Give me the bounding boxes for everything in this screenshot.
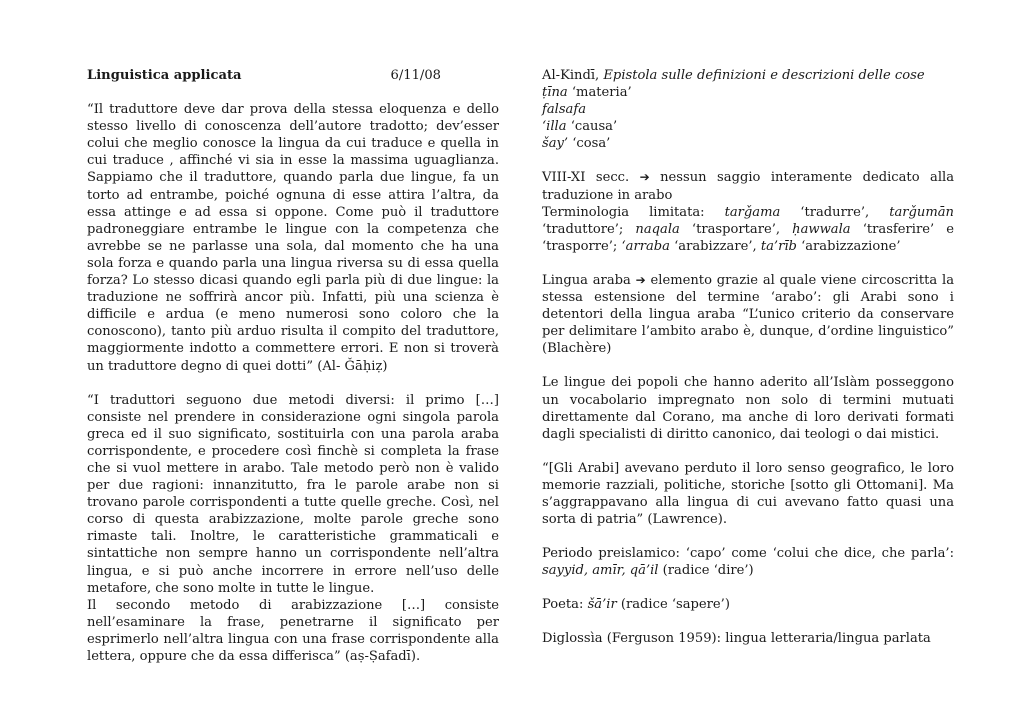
poeta-word: šā’ir [587, 597, 617, 613]
terminology-text: ‘arabizzazione’ [796, 238, 901, 254]
lingua-text: elemento grazie al quale viene circoscritta la stessa estensione del termine ‘arabo’: gli Arabi sono i detentori della lingua araba “L’unico criterio da conservare per delimitare l’ambito arabo è, dunque, d’ordine linguistico” (Blachère) [542, 272, 955, 357]
term-row [542, 135, 954, 152]
page-date: 6/11/08 [390, 68, 441, 83]
term-gloss: ‘materia’ [567, 85, 632, 101]
kindi-work: Epistola sulle definizioni e descrizioni delle cose [603, 68, 925, 83]
kindi-author: Al-Kindī, [542, 68, 604, 83]
kindi-heading [542, 67, 954, 84]
term-row [542, 101, 954, 118]
term-word: falsafa [542, 102, 587, 118]
terminology-word: ta’rīb [760, 238, 797, 254]
centuries-text: nessun saggio interamente dedicato alla traduzione in arabo [542, 170, 955, 203]
centuries-paragraph [542, 169, 954, 203]
quote-as-safadi-part1: “I traduttori seguono due metodi diversi: il primo […] consiste nel prendere in considerazione ogni singola parola greca ed il suo significato, sostituirla con una parola araba corrispondente, e procedere così finchè si completa la frase che si vuol mettere in arabo. Tale metodo però non è valido per due ragioni: innanzitutto, fra le parole arabe non si trovano parole corrispondenti a tutte quelle greche. Così, nel corso di questa arabizzazione, molte parole greche sono rimaste tali. Inoltre, le caratteristiche grammaticali e sintattiche non sempre hanno un corrispondente nell’altra lingua, e si può anche incorrere in errore nell’uso delle metafore, che sono molte in tutte le lingue. [87, 392, 499, 596]
quote-as-safadi-part2: Il secondo metodo di arabizzazione […] consiste nell’esaminare la frase, penetrarne il significato per esprimerlo nell’altra lingua con una frase corrispondente alla lettera, oppure che da essa differisca” (aṣ-Ṣafadī). [87, 597, 499, 664]
lawrence-quote: “[Gli Arabi] avevano perduto il loro senso geografico, le loro memorie razziali, politiche, storiche [sotto gli Ottomani]. Ma s’aggrappavano alla lingua di cui avevano fatto quasi una sorta di patria” (Lawrence). [542, 460, 954, 528]
term-word: ‘illa [542, 119, 567, 135]
periodo-paragraph [542, 545, 954, 579]
terminology-text: ‘tradurre’, [780, 204, 890, 220]
right-column [542, 67, 954, 648]
page-title: Linguistica applicata [87, 68, 242, 83]
terminology-word: naqala [635, 221, 680, 237]
terminology-text: ‘trasportare’, [679, 221, 793, 237]
term-gloss: ‘cosa’ [568, 136, 611, 152]
lingua-lead: Lingua araba [542, 272, 636, 288]
poeta-paragraph [542, 596, 954, 613]
terminology-paragraph [542, 204, 954, 255]
terminology-text: Terminologia limitata: [542, 204, 725, 220]
arrow-right-icon: ➔ [635, 272, 646, 287]
terminology-text: ‘trasferire’ e ‘trasporre’; [542, 221, 954, 254]
poeta-lead: Poeta: [542, 597, 588, 613]
popoli-paragraph: Le lingue dei popoli che hanno aderito all’Islàm posseggono un vocabolario impregnato non solo di termini mutuati direttamente dal Corano, ma anche di loro derivati formati dagli specialisti di diritto canonico, dai teologi o dai mistici. [542, 375, 954, 442]
term-word: šay’ [542, 136, 569, 152]
arrow-right-icon: ➔ [639, 170, 650, 185]
left-column [87, 67, 499, 665]
quote-al-gahiz: “Il traduttore deve dar prova della stessa eloquenza e dello stesso livello di conoscenza dell’autore tradotto; dev’esser colui che meglio conosce la lingua da cui traduce e quella in cui traduce , affinché vi sia in esse la massima uguaglianza. Sappiamo che il traduttore, quando parla due lingue, fa un torto ad entrambe, poiché ognuna di esse attira l’altra, da essa attinge e ad essa si oppone. Come può il traduttore padroneggiare entrambe le lingue con la competenza che avrebbe se ne parlasse una sola, dal momento che ha una sola forza e quando parla una lingua riversa su di essa quella forza? Lo stesso dicasi quando egli parla più di due lingue: la traduzione ne soffrirà ancor più. Infatti, più una scienza è difficile e ardua (e meno numerosi sono coloro che la conoscono), tanto più arduo risulta il compito del traduttore, maggiormente indotto a commettere errori. E non si troverà un traduttore degno di quei dotti” (Al- Ǧāḥiẓ) [87, 102, 499, 374]
term-word: ṭīna [542, 85, 568, 101]
term-row [542, 84, 954, 101]
lingua-araba-paragraph [542, 272, 954, 357]
terminology-word: ‘arraba [621, 238, 670, 254]
header-row [87, 67, 499, 84]
periodo-tail: (radice ‘dire’) [658, 563, 754, 579]
term-gloss: ‘causa’ [566, 119, 618, 135]
periodo-words: sayyid, amīr, qā’il [542, 563, 659, 579]
periodo-text: Periodo preislamico: ‘capo’ come ‘colui che dice, che parla’: [542, 546, 954, 562]
terminology-word: ḥawwala [792, 221, 851, 237]
terminology-text: ‘traduttore’; [542, 221, 636, 237]
poeta-tail: (radice ‘sapere’) [616, 597, 730, 613]
diglossia-paragraph: Diglossìa (Ferguson 1959): lingua letteraria/lingua parlata [542, 631, 931, 647]
terminology-word: tarǧama [724, 204, 781, 220]
terminology-text: ‘arabizzare’, [669, 238, 761, 254]
centuries-lead: VIII-XI secc. [542, 170, 640, 186]
term-row [542, 118, 954, 135]
terminology-word: tarǧumān [889, 204, 954, 220]
